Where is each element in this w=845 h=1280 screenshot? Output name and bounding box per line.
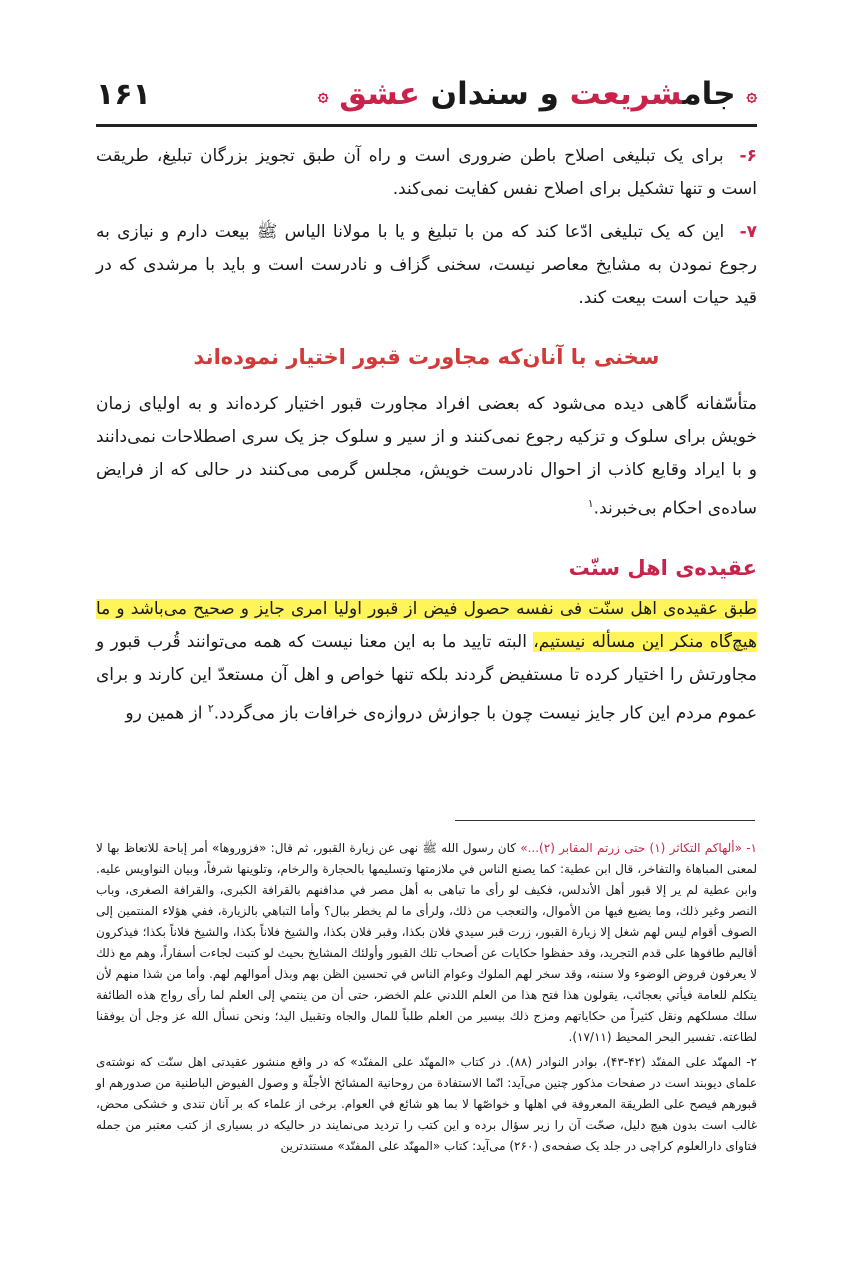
item-text: این که یک تبلیغی ادّعا کند که من با تبلیغ و یا با مولانا الیاس ﷺ بیعت دارم و نیازی به رجوع نمودن به مشایخ معاصر نیست، سخنی گزاف و نادرست است و باید با مرشدی که در قید حیات است بیعت کند.	[96, 222, 757, 308]
section-paragraph	[96, 388, 757, 526]
footnote-text: كان رسول الله ﷺ نهى عن زيارة القبور، ثم قال: «فزوروها» أمر إباحة للاتعاظ بها لا لمعنى المباهاة والتفاخر، قال ابن عطية: كما يصنع الناس في ملازمتها وتسليمها بالحجارة والرخام، وتلوينها شرفاً، وبيان النواويس عليه. وابن عطية لم ير إلا قبور أهل الأندلس، فكيف لو رأى ما تباهى به أهل مصر في مدافنهم بالقرافة الكبرى، والقرافة الصغرى، وباب النصر وغير ذلك، وما يضيع فيها من الأموال، والتعجب من ذلك، ولرأى ما لم يخطر ببال؟ وأما التباهي بالزيارة، ففي هؤلاء المنتمين إلى الصوف أقوام ليس لهم شغل إلا زيارة القبور، زرت قبر سيدي فلان بكذا، وقبر فلان بكذا، والشيخ فلاناً بكذا، والشيخ فلاناً بكذا؛ فيذكرون أقاليم طافوها على قدم التجريد، وقد حفظوا حكايات عن أصحاب تلك القبور وأولئك المشايخ بحيث لو كتبت لجاءت أسفاراً، وهم مع ذلك لا يعرفون فروض الوضوء ولا سننه، وقد سخر لهم الملوك وعوام الناس في تحسين الظن بهم وبذل أموالهم لهم. وأما من شذا منهم لأن يتكلم للعامة فيأتي بعجائب، يقولون هذا فتح هذا من العلم اللدني علم الخضر، حتى أن من ينتمي إلى العلم لما رأى رواج هذه الطائفة سلك مسلكهم ونقل كثيراً من حكاياتهم ومزج ذلك بيسير من العلم طلباً للمال والجاه وتقبيل اليد؛ ونحن نسأل الله عز وجل أن يوفقنا لطاعته. تفسير البحر المحيط (١٧/١١).	[96, 841, 757, 1044]
highlighted-text: طبق عقیده‌ی اهل سنّت فی نفسه حصول فیض از قبور اولیا امری جایز و صحیح می‌باشد و ما هیچ‌گاه منکر این مسأله نیستیم،	[96, 598, 757, 652]
title-part-4: عشق	[339, 76, 420, 112]
footnote-ref: ۲	[207, 701, 214, 715]
title-part-2: شریعت	[569, 76, 683, 112]
title-part-3: و سندان	[430, 76, 559, 112]
ornament-icon: ۞	[746, 85, 757, 106]
footnote	[96, 838, 757, 1048]
footnote	[96, 1052, 757, 1157]
footnote-ref: ۱	[587, 497, 594, 510]
page-header	[96, 64, 757, 127]
footnote-quote: ۱- «ألهاكم التكاثر (١) حتى زرتم المقابر (٢)...»	[520, 841, 757, 855]
footnote-divider	[455, 820, 755, 821]
ornament-icon: ۞	[317, 85, 329, 106]
list-item	[96, 140, 757, 206]
paragraph-tail: از همین رو	[125, 703, 208, 724]
page-number: ۱۶۱	[96, 76, 151, 112]
section-heading: عقیده‌ی اهل سنّت	[568, 555, 757, 580]
section-heading: سخنی با آنان‌که مجاورت قبور اختیار نموده‌اند	[193, 345, 660, 369]
item-text: برای یک تبلیغی اصلاح باطن ضروری است و راه آن طبق تجویز بزرگان تبلیغ، طریقت است و تنها تشکیل برای اصلاح نفس کفایت نمی‌کند.	[96, 146, 757, 199]
paragraph-text: متأسّفانه گاهی دیده می‌شود که بعضی افراد مجاورت قبور اختیار کرده‌اند و به اولیای زمان خویش برای سلوک و تزکیه رجوع نمی‌کنند و از سیر و سلوک جز یک سری اصطلاحات نمی‌دانند و با ایراد وقایع کاذب از احوال نادرست خویش، مجلس گرمی می‌کنند در حالی که از فرایض ساده‌ی احکام بی‌خبرند.	[96, 394, 757, 519]
item-number: ۶-	[739, 146, 757, 166]
main-text	[96, 140, 757, 730]
paragraph-text: البته تایید ما به این معنا نیست که همه می‌توانند قُرب قبور و مجاورتش را اختیار کرده تا مستفیض گردند بلکه تنها خواص و اهل آن مستعدّ این کارند و برای عموم مردم این کار جایز نیست چون با جوازش دروازه‌ی خرافات باز می‌گردد.	[96, 631, 757, 724]
title-part-1: جام	[682, 76, 736, 112]
list-item	[96, 216, 757, 315]
footnote-text: ۲- المهنّد على المفنّد (۴۲-۴۳)، بوادر النوادر (۸۸). در کتاب «المهنّد علی المفنّد» که در واقع منشور عقیدتی اهل سنّت که نوشته‌ی علمای دیوبند است در صفحات مذکور چنین می‌آید: انّما الاستفادة من روحانية المشائخ الأجلّة و وصول الفيوض الباطنية من صدورهم او قبورهم فيصح على الطريقة المعروفة في اهلها و خواصّها لا بما هو شائع في العوام. برخی از علماء که بر آنان تندی و خشکی محض، غالب است بدون هیچ دلیل، صحّت آن را زیر سؤال برده و این کتب را تردید می‌نمایند در حالیکه در بسیاری از کتب معتبر من جمله فتاوای دارالعلوم کراچی در جلد یک صفحه‌ی (۲۶۰) می‌آید: کتاب «المهنّد علی المفنّد» مستندترین	[96, 1055, 757, 1153]
section-paragraph	[96, 593, 757, 731]
item-number: ۷-	[739, 222, 758, 242]
running-title	[318, 76, 757, 112]
footnotes	[96, 838, 757, 1161]
